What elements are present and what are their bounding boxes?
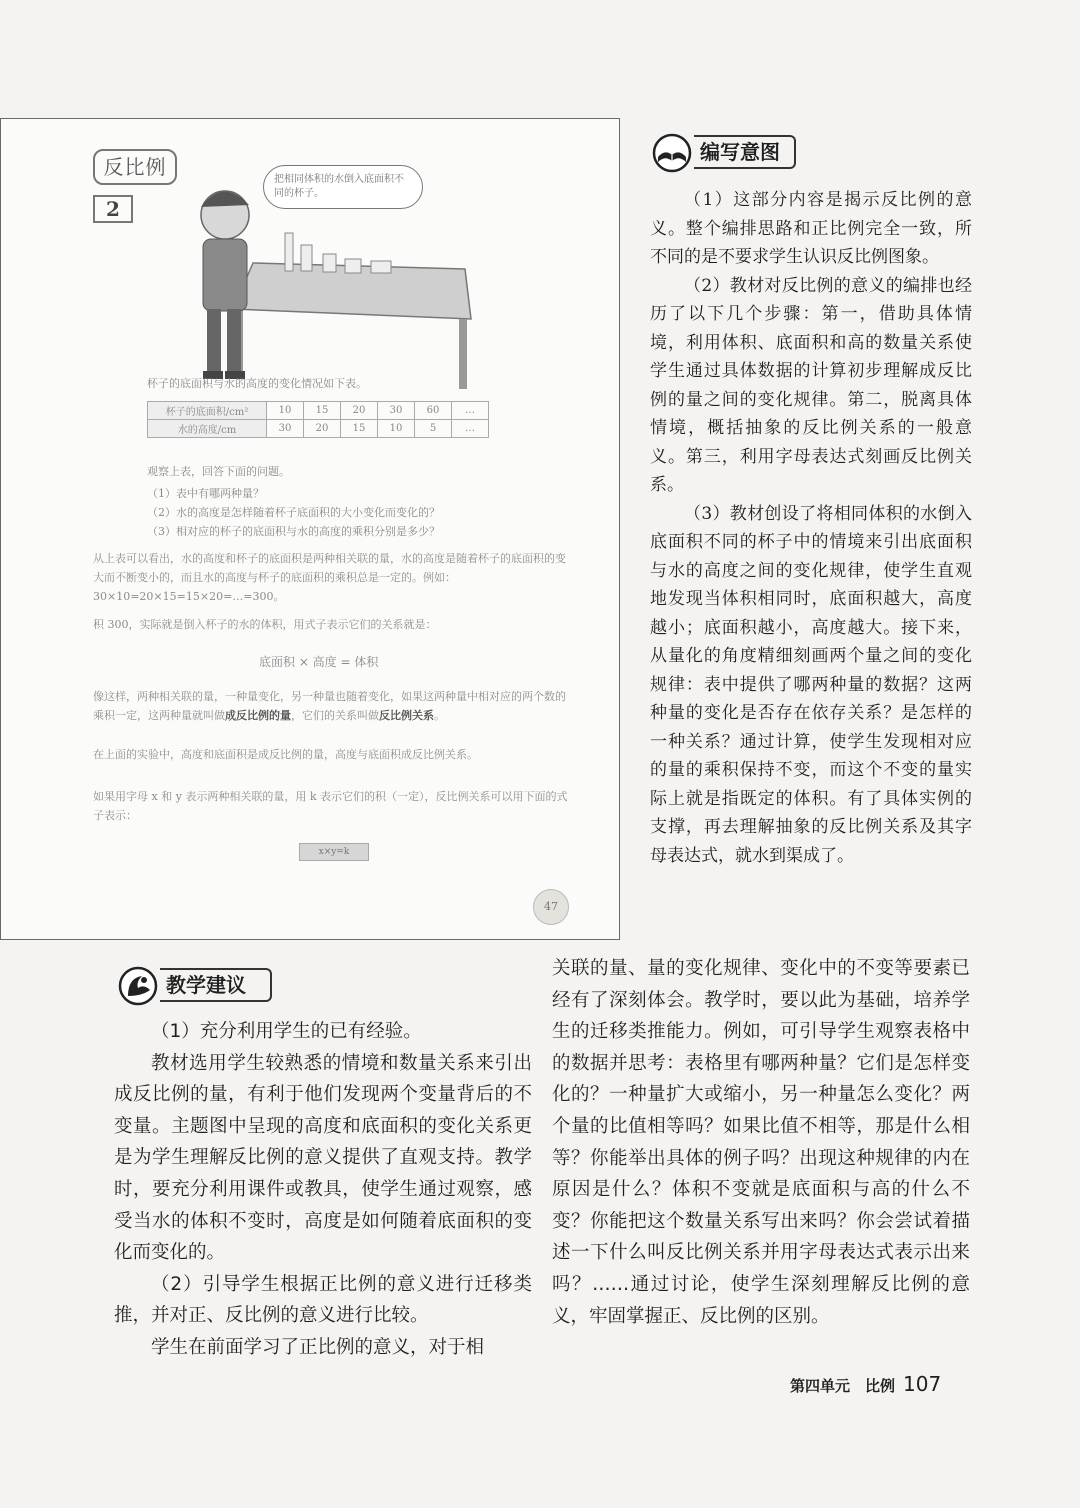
table-header-cell: 水的高度/cm [148,420,267,438]
advice-title: 教学建议 [160,968,272,1002]
open-book-icon [650,133,696,173]
inset-paragraph: 在上面的实验中，高度和底面积是成反比例的量，高度与底面积成反比例关系。 [93,748,478,761]
table-cell: 15 [341,420,378,438]
data-table [147,401,489,438]
inset-page-number: 47 [533,889,569,925]
term-inverse-proportional-quantities: 成反比例的量 [225,709,291,722]
advice-paragraph: 关联的量、量的变化规律、变化中的不变等要素已经有了深刻体会。教学时，要以此为基础，培养学生的迁移类推能力。例如，可引导学生观察表格中的数据并思考：表格里有哪两种量？它们是怎样变化的？一种量扩大或缩小，另一种量怎么变化？两个量的比值相等吗？如果比值不相等，那是什么相等？你能举出具体的例子吗？出现这种规律的内在原因是什么？体积不变就是底面积与高的什么不变？你能把这个数量关系写出来吗？你会尝试着描述一下什么叫反比例关系并用字母表达式表示出来吗？……通过讨论，使学生深刻理解反比例的意义，牢固掌握正、反比例的区别。 [552,958,970,1327]
table-cell: 15 [304,402,341,420]
table-row [148,420,489,438]
intent-body [650,186,972,870]
question-2: （2）水的高度是怎样随着杯子底面积的大小变化而变化的？ [147,506,440,519]
lesson-tag: 反比例 [93,149,177,185]
advice-paragraph: 教材选用学生较熟悉的情境和数量关系来引出成反比例的量，有利于他们发现两个变量背后的不变量。主题图中呈现的高度和底面积的变化关系更是为学生理解反比例的意义提供了直观支持。教学时，要充分利用课件或教具，使学生通过观察，感受当水的体积不变时，高度是如何随着底面积的变化而变化的。 [114,1052,532,1264]
question-3: （3）相对应的杯子的底面积与水的高度的乘积分别是多少？ [147,525,440,538]
table-row [148,402,489,420]
question-intro: 观察上表，回答下面的问题。 [147,465,290,478]
advice-paragraph: （1）充分利用学生的已有经验。 [151,1021,422,1042]
example-number: 2 [93,195,133,223]
table-cell: 30 [267,420,304,438]
definition-text: ，它们的关系叫做 [291,709,379,722]
intent-paragraph: （3）教材创设了将相同体积的水倒入底面积不同的杯子中的情境来引出底面积与水的高度之间的变化规律，使学生直观地发现当体积相同时，底面积越大，高度越小；底面积越小，高度越大。接下来，从量化的角度精细刻画两个量之间的变化规律：表中提供了哪两种量的数据？这两种量的变化是否存在依存关系？是怎样的一种关系？通过计算，使学生发现相对应的量的乘积保持不变，而这个不变的量实际上就是指既定的体积。有了具体实例的支撑，再去理解抽象的反比例关系及其字母表达式，就水到渠成了。 [650,503,972,866]
table-cell: 5 [415,420,452,438]
inset-paragraph: 从上表可以看出，水的高度和杯子的底面积是两种相关联的量，水的高度是随着杯子的底面积的变大而不断变小的，而且水的高度与杯子的底面积的乘积总是一定的。例如：30×10=20×15=15×20=…=300。 [93,552,566,603]
page-footer [790,1372,941,1396]
advice-left-column [114,1016,532,1364]
speech-bubble: 把相同体积的水倒入底面积不同的杯子。 [263,165,423,209]
table-cell: 10 [267,402,304,420]
table-cell: 20 [304,420,341,438]
unit-label: 第四单元 比例 [790,1377,896,1395]
table-cell: 30 [378,402,415,420]
advice-paragraph: （2）引导学生根据正比例的意义进行迁移类推，并对正、反比例的意义进行比较。 [114,1273,532,1327]
table-cell: … [452,420,489,438]
formula-box: x×y=k [299,843,369,861]
question-1: （1）表中有哪两种量？ [147,487,264,500]
definition-paragraph [93,687,573,725]
inset-paragraph: 如果用字母 x 和 y 表示两种相关联的量，用 k 表示它们的积（一定），反比例关系可以用下面的式子表示： [93,790,568,822]
table-caption: 杯子的底面积与水的高度的变化情况如下表。 [147,377,367,390]
inset-paragraph: 积 300，实际就是倒入杯子的水的体积，用式子表示它们的关系就是： [93,618,437,631]
table-cell: … [452,402,489,420]
table-cell: 20 [341,402,378,420]
page-number: 107 [903,1372,942,1396]
definition-text: 。 [434,709,445,722]
table-cell: 60 [415,402,452,420]
intent-title: 编写意图 [694,135,796,169]
advice-right-column [552,953,970,1332]
intent-paragraph: （1）这部分内容是揭示反比例的意义。整个编排思路和正比例完全一致，所不同的是不要求学生认识反比例图象。 [650,190,972,267]
intent-paragraph: （2）教材对反比例的意义的编排也经历了以下几个步骤：第一，借助具体情境，利用体积、底面积和高的数量关系使学生通过具体数据的计算初步理解成反比例的量之间的变化规律。第二，脱离具体情境，概括抽象的反比例关系的一般意义。第三，利用字母表达式刻画反比例关系。 [650,275,972,495]
textbook-page-image [0,118,620,940]
definition-text: 像这样，两种相关联的量，一种量变化，另一种量也随着变化，如果这两种量中相对应的两个数的乘积一定，这两种量就叫做 [93,690,566,722]
table-cell: 10 [378,420,415,438]
advice-paragraph: 学生在前面学习了正比例的意义，对于相 [151,1336,485,1358]
volume-formula: 底面积 × 高度 = 体积 [259,655,379,669]
table-header-cell: 杯子的底面积/cm² [148,402,267,420]
teacher-icon [116,966,162,1006]
term-inverse-proportion: 反比例关系 [379,709,434,722]
